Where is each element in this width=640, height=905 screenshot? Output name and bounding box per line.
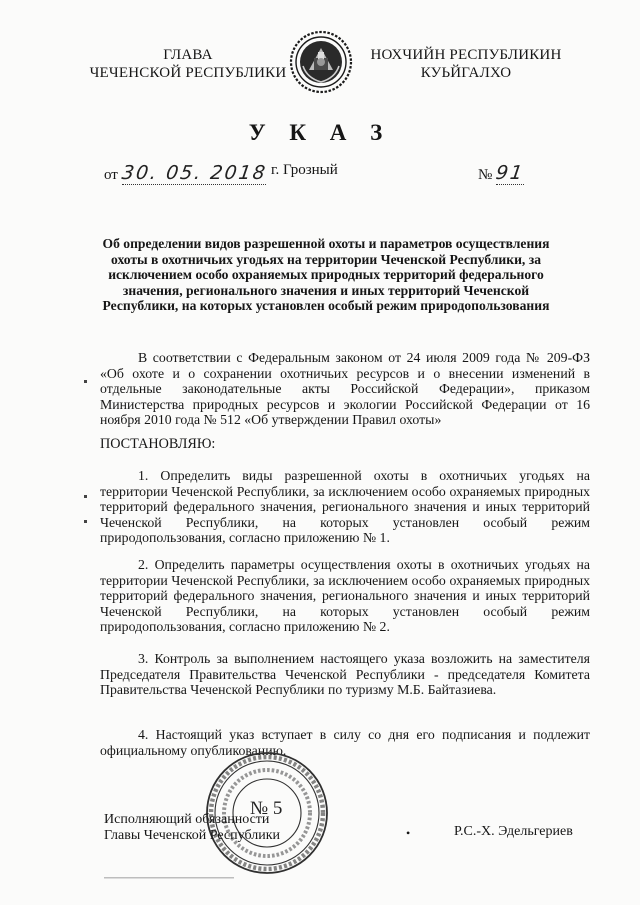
point-1: 1. Определить виды разрешенной охоты в охотничьих угодьях на территории Чеченской Республики, за исключением особо охраняемых природных территорий федерального значения, регионального значения и иных территорий Чеченской Республики, на которых установлен особый режим природопользования, согласно приложению № 1.: [100, 468, 590, 546]
document-number-field: [478, 162, 524, 185]
signatory-title: [104, 812, 280, 844]
footer-scan-marks: [104, 876, 234, 880]
document-title: У К А З: [248, 120, 392, 145]
number-label: №: [478, 167, 493, 183]
header-right-line1: НОХЧИЙН РЕСПУБЛИКИН: [370, 47, 562, 63]
stamp-number: № 5: [250, 798, 283, 819]
signatory-title-line2: Главы Чеченской Республики: [104, 828, 280, 843]
handwritten-number: 91: [494, 162, 526, 184]
decree-subject: Об определении видов разрешенной охоты и параметров осуществления охоты в охотничьих угодьях на территории Чеченской Республики, за исключением особо охраняемых природных территорий федерального значения, регионального значения и иных территорий Чеченской Республики, на которых установлен особый режим природопользования: [102, 236, 550, 313]
coat-of-arms-emblem: [289, 30, 353, 94]
header-left-line2: ЧЕЧЕНСКОЙ РЕСПУБЛИКИ: [89, 65, 287, 81]
date-field: [104, 162, 269, 185]
point-3: 3. Контроль за выполнением настоящего указа возложить на заместителя Председателя Правительства Чеченской Республики - председателя Комитета Правительства Чеченской Республики по туризму М.Б. Байтазиева.: [100, 651, 590, 698]
handwritten-date: 30. 05. 2018: [120, 162, 269, 184]
margin-mark: [84, 380, 87, 383]
header-left-line1: ГЛАВА: [163, 47, 213, 63]
header-right-line2: КУЬЙГАЛХО: [420, 65, 512, 81]
date-label: от: [104, 167, 118, 183]
signature-dot: •: [406, 826, 411, 840]
resolve-heading: ПОСТАНОВЛЯЮ:: [100, 436, 216, 452]
point-2: 2. Определить параметры осуществления охоты в охотничьих угодьях на территории Чеченской Республики, за исключением особо охраняемых природных территорий федерального значения, регионального значения и иных территорий Чеченской Республики, на которых установлен особый режим природопользования, согласно приложению № 2.: [100, 557, 590, 635]
city: г. Грозный: [271, 162, 338, 178]
signatory-name: Р.С.-Х. Эдельгериев: [454, 824, 573, 839]
signatory-title-line1: Исполняющий обязанности: [104, 812, 270, 827]
point-4: 4. Настоящий указ вступает в силу со дня его подписания и подлежит официальному опубликованию.: [100, 727, 590, 758]
margin-mark: [84, 520, 87, 523]
header-left: [88, 46, 288, 82]
margin-mark: [84, 495, 87, 498]
header-right: [356, 46, 576, 82]
preamble-paragraph: В соответствии с Федеральным законом от 24 июля 2009 года № 209-ФЗ «Об охоте и о сохранении охотничьих ресурсов и о внесении изменений в отдельные законодательные акты Российской Федерации», приказом Министерства природных ресурсов и экологии Российской Федерации от 16 ноября 2010 года № 512 «Об утверждении Правил охоты»: [100, 350, 590, 428]
